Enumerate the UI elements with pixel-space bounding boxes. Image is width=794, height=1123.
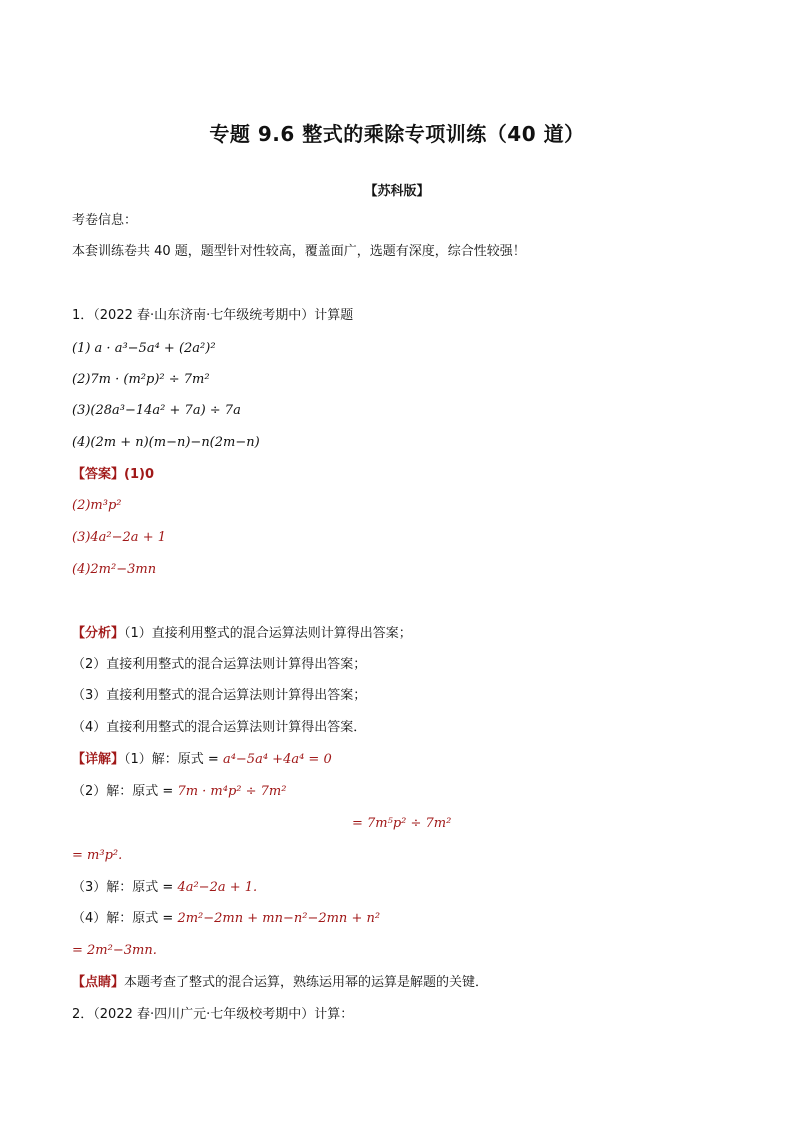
q1-item-2: (2)7m · (m²p)² ÷ 7m² <box>72 372 210 387</box>
q1-item-4: (4)(2m + n)(m−n)−n(2m−n) <box>72 435 260 450</box>
detail-line-4: = m³p². <box>72 848 123 863</box>
q1-item-1: (1) a · a³−5a⁴ + (2a²)² <box>72 341 216 356</box>
answer-4: (4)2m²−3mn <box>72 562 157 577</box>
q1-item-3: (3)(28a³−14a² + 7a) ÷ 7a <box>72 403 241 418</box>
analysis-line-1: 【分析】（1）直接利用整式的混合运算法则计算得出答案； <box>72 626 412 641</box>
answer-line <box>72 466 154 484</box>
page-title: 专题 9.6 整式的乘除专项训练（40 道） <box>209 122 585 146</box>
analysis-line-4: （4）直接利用整式的混合运算法则计算得出答案． <box>72 720 367 735</box>
comment-label: 【点睛】 <box>72 975 125 990</box>
detail-line-1: 【详解】（1）解：原式 = a⁴−5a⁴ +4a⁴ = 0 <box>72 752 332 767</box>
answer-label: 【答案】 <box>72 467 125 482</box>
info-text: 本套训练卷共 40 题，题型针对性较高，覆盖面广，选题有深度，综合性较强！ <box>72 244 526 259</box>
q1-header: 1．（2022 春·山东济南·七年级统考期中）计算题 <box>72 308 354 323</box>
info-label: 考卷信息： <box>72 213 138 228</box>
analysis-label: 【分析】 <box>72 626 125 641</box>
detail-line-6: （4）解：原式 = 2m²−2mn + mn−n²−2mn + n² <box>72 911 381 926</box>
detail-line-3: = 7m⁵p² ÷ 7m² <box>352 816 452 831</box>
answer-3: (3)4a²−2a + 1 <box>72 530 166 545</box>
comment-line: 【点睛】本题考查了整式的混合运算，熟练运用幂的运算是解题的关键． <box>72 975 489 990</box>
detail-line-7: = 2m²−3mn. <box>72 943 157 958</box>
analysis-line-2: （2）直接利用整式的混合运算法则计算得出答案； <box>72 657 367 672</box>
detail-line-2: （2）解：原式 = 7m · m⁴p² ÷ 7m² <box>72 784 287 799</box>
detail-line-5: （3）解：原式 = 4a²−2a + 1. <box>72 880 258 895</box>
q2-header: 2．（2022 春·四川广元·七年级校考期中）计算： <box>72 1007 354 1022</box>
answer-2: (2)m³p² <box>72 498 122 513</box>
answer-1: (1)0 <box>124 467 154 482</box>
edition-label: 【苏科版】 <box>364 184 430 199</box>
detail-label: 【详解】 <box>72 752 125 767</box>
analysis-line-3: （3）直接利用整式的混合运算法则计算得出答案； <box>72 688 367 703</box>
